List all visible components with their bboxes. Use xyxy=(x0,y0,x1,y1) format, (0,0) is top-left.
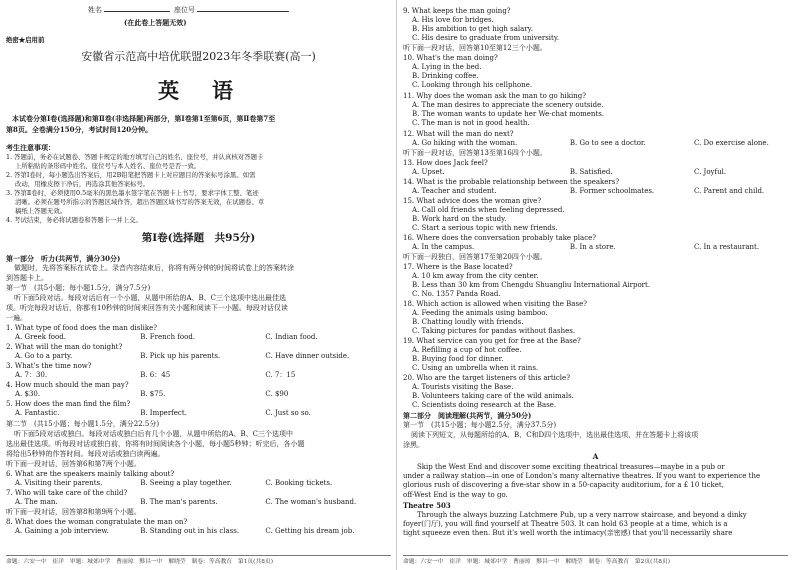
note-line: 4. 考试结束，务必将试题卷和答题卡一并上交。 xyxy=(6,216,142,224)
intro-line-1: 本试卷分第Ⅰ卷(选择题)和第Ⅱ卷(非选择题)两部分，第Ⅰ卷第1至第6页，第Ⅱ卷第7至 xyxy=(12,114,276,123)
option-b: B. Satisfied. xyxy=(569,168,613,176)
question-16 xyxy=(403,234,788,252)
option-a: A. 7：30. xyxy=(15,371,48,379)
question-7 xyxy=(6,489,391,507)
option-b: B. In a store. xyxy=(569,243,616,251)
note-line: 2. 答第Ⅰ卷时，每小题选出答案后，用2B铅笔把答题卡上对应题目的答案标号涂黑。如需 xyxy=(6,171,256,179)
part-2-section-title: 第一节 (共15小题；每小题2.5分，满分37.5分) xyxy=(403,421,557,429)
option-c: C. Parent and child. xyxy=(693,187,765,195)
listen-instruction: 听下面一段对话，回答第10至第12三个小题。 xyxy=(403,44,547,52)
option-a: A. Gaining a job interview. xyxy=(15,527,109,535)
option-b: B. $75. xyxy=(140,390,166,398)
option-a: A. $30. xyxy=(15,390,41,398)
option-b: B. Chatting loudly with friends. xyxy=(412,318,524,326)
question-stem: 3. What's the time now? xyxy=(6,362,92,370)
page-footer: 命题：六安一中 崔洋 审题：城郊中学 曹丽琼 黟昌一中 解晓莹 制卷：等高教育 第1页(共8页) xyxy=(6,559,273,565)
option-c: C. Using an umbrella when it rains. xyxy=(412,364,539,372)
option-a: A. Upset. xyxy=(412,168,445,176)
exam-title: 安徽省示范高中培优联盟2023年冬季联赛(高一) xyxy=(81,50,316,63)
secret-mark: 绝密★启用前 xyxy=(6,36,45,44)
passage-line: under a railway station—in one of London's many alternative theatres. If you want to experience the xyxy=(403,472,761,481)
note-line: 3. 答第Ⅱ卷时，必须使用0.5毫米的黑色墨水签字笔在答题卡上书写，要求字体工整、笔迹 xyxy=(6,189,259,197)
option-b: B. Standing out in his class. xyxy=(140,527,240,535)
option-c: C. Booking tickets. xyxy=(265,479,333,487)
listen-instruction: 听下面一段对话，回答第8和第9两个小题。 xyxy=(6,508,141,516)
name-label: 姓名 座位号 xyxy=(88,6,289,15)
option-b: B. 6：45 xyxy=(140,371,171,379)
passage-letter: A xyxy=(592,452,599,461)
passage-paragraph xyxy=(403,463,788,500)
question-stem: 5. How does the man find the film? xyxy=(6,400,131,408)
question-stem: 12. What will the man do next? xyxy=(403,130,514,138)
option-b: B. The woman wants to update her We-chat moments. xyxy=(412,110,605,118)
notes-title: 考生注意事项： xyxy=(6,143,55,152)
question-1 xyxy=(6,324,391,342)
note-line: 上所粘贴的条形码中姓名、座位号与本人姓名、座位号是否一致。 xyxy=(15,162,201,170)
question-9 xyxy=(403,7,788,43)
question-12 xyxy=(403,130,788,148)
question-8 xyxy=(6,518,391,536)
question-3 xyxy=(6,362,391,380)
theatre-heading: Theatre 503 xyxy=(403,501,451,510)
no-answer-notice: (在此卷上答题无效) xyxy=(124,18,187,27)
section-1-1-intro: 项。听完每段对话后，你都有10秒钟的时间来回答有关小题和阅读下一小题。每段对话仅读 xyxy=(6,304,288,312)
note-line: 稿纸上答题无效。 xyxy=(15,207,67,215)
page-footer: 命题：六安一中 崔洋 审题：城郊中学 曹丽琼 黟昌一中 解晓莹 制卷：等高教育 第2页(共8页) xyxy=(403,559,670,565)
question-stem: 7. Who will take care of the child? xyxy=(6,489,128,497)
question-14 xyxy=(403,178,788,196)
question-17 xyxy=(403,263,788,299)
theatre-paragraph xyxy=(403,511,788,539)
question-stem: 16. Where does the conversation probably take place? xyxy=(403,234,597,242)
part-1-intro: 做题时，先将答案标在试卷上。录音内容结束后，你将有两分钟的时间将试卷上的答案转涂 xyxy=(14,264,294,272)
passage-line: tight squeeze even then. But it's well worth the intimacy(亲密感) that you'll necessarily share xyxy=(403,529,733,538)
question-stem: 18. Which action is allowed when visiting the Base? xyxy=(403,300,587,308)
question-stem: 9. What keeps the man going? xyxy=(403,7,511,15)
option-a: A. His love for bridges. xyxy=(412,16,494,24)
option-b: B. Less than 30 km from Chengdu Shuangliu International Airport. xyxy=(412,281,651,289)
option-b: B. Imperfect. xyxy=(140,409,187,417)
option-a: A. 10 km away from the city center. xyxy=(412,272,539,280)
question-stem: 19. What service can you get for free at the Base? xyxy=(403,337,581,345)
option-a: A. Refilling a cup of hot coffee. xyxy=(412,346,522,354)
option-a: A. Call old friends when feeling depressed. xyxy=(412,206,565,214)
footer-rule xyxy=(6,555,391,556)
option-c: C. Start a serious topic with new friends. xyxy=(412,224,558,232)
option-c: C. The man is not in good health. xyxy=(412,119,530,127)
note-line: 清晰。必须在题号所指示的答题区域作答，超出答题区域书写的答案无效，在试题卷、草 xyxy=(15,198,265,206)
option-c: C. Taking pictures for pandas without flashes. xyxy=(412,327,576,335)
option-c: C. Looking through his cellphone. xyxy=(412,81,533,89)
note-line: 改动，用橡皮擦干净后，再选涂其他答案标号。 xyxy=(15,180,150,188)
question-10 xyxy=(403,54,788,90)
section-1-1-intro: 一遍。 xyxy=(6,314,27,322)
option-c: C. Getting his dream job. xyxy=(265,527,355,535)
option-c: C. Just so so. xyxy=(265,409,311,417)
option-a: A. Tourists visiting the Base. xyxy=(412,383,514,391)
option-b: B. Volunteers taking care of the wild animals. xyxy=(412,392,574,400)
question-6 xyxy=(6,470,391,488)
listen-instruction: 听下面一段对话，回答第13至第16四个小题。 xyxy=(403,149,547,157)
listen-instruction: 听下面一段独白，回答第17至第20四个小题。 xyxy=(403,253,547,261)
note-line: 1. 答题前，务必在试题卷、答题卡规定的地方填写自己的姓名、座位号，并认真核对答题卡 xyxy=(6,153,264,161)
option-c: C. 7：15 xyxy=(265,371,296,379)
passage-line: foyer(门厅), you will find yourself at Theatre 503. It can hold 63 people at a time, which is a xyxy=(403,520,728,529)
option-a: A. In the campus. xyxy=(412,243,475,251)
question-stem: 8. What does the woman congratulate the man on? xyxy=(6,518,188,526)
option-c: C. The woman's husband. xyxy=(265,498,357,506)
option-c: C. Joyful. xyxy=(693,168,727,176)
option-a: A. The man. xyxy=(15,498,58,506)
section-1-title: 第Ⅰ卷(选择题 共95分) xyxy=(141,232,256,244)
subject-title: 英 语 xyxy=(158,78,239,103)
passage-line: Through the always buzzing Latchmere Pub, up a very narrow staircase, and beyond a dinky xyxy=(417,511,747,519)
question-stem: 11. Why does the woman ask the man to go hiking? xyxy=(403,92,586,100)
option-c: C. Do exercise alone. xyxy=(693,139,769,147)
option-a: A. Visiting their parents. xyxy=(15,479,103,487)
question-stem: 17. Where is the Base located? xyxy=(403,263,513,271)
question-stem: 10. What's the man doing? xyxy=(403,54,498,62)
question-stem: 6. What are the speakers mainly talking about? xyxy=(6,470,175,478)
listen-instruction: 听下面一段对话，回答第6和第7两个小题。 xyxy=(6,460,141,468)
section-1-2-intro: 选出最佳选项。听每段对话或独白前，你将有时间阅读各个小题，每小题5秒钟；听完后，各小题 xyxy=(6,440,305,448)
question-19 xyxy=(403,337,788,373)
option-b: B. Seeing a play together. xyxy=(140,479,232,487)
option-c: C. Scientists doing research at the Base. xyxy=(412,401,557,409)
option-a: A. Teacher and student. xyxy=(412,187,497,195)
option-b: B. Drinking coffee. xyxy=(412,72,479,80)
part-2-title: 第二部分 阅读理解(共两节，满分50分) xyxy=(403,411,532,420)
section-1-1-title: 第一节 (共5小题；每小题1.5分，满分7.5分) xyxy=(6,284,151,292)
option-c: C. Indian food. xyxy=(265,333,318,341)
part-2-intro: 涂黑。 xyxy=(403,441,424,449)
option-b: B. The man's parents. xyxy=(140,498,218,506)
option-c: C. $90 xyxy=(265,390,289,398)
question-13 xyxy=(403,159,788,177)
option-a: A. Lying in the bed. xyxy=(412,63,482,71)
option-a: A. Go to a party. xyxy=(15,352,73,360)
question-stem: 20. Who are the target listeners of this article? xyxy=(403,374,570,382)
option-b: B. Former schoolmates. xyxy=(569,187,655,195)
question-20 xyxy=(403,374,788,410)
part-1-intro: 到答题卡上。 xyxy=(6,274,48,282)
question-stem: 14. What is the probable relationship between the speakers? xyxy=(403,178,620,186)
option-b: B. Go to see a doctor. xyxy=(569,139,646,147)
passage-line: Skip the West End and discover some exciting theatrical treasures—maybe in a pub or xyxy=(417,463,725,471)
option-a: A. Go hiking with the woman. xyxy=(412,139,518,147)
question-18 xyxy=(403,300,788,336)
section-1-2-intro: 听下面5段对话或独白。每段对话或独白后有几个小题，从题中所给的A、B、C三个选项中 xyxy=(14,430,294,438)
option-c: C. In a restaurant. xyxy=(693,243,760,251)
option-b: B. French food. xyxy=(140,333,196,341)
option-a: A. Feeding the animals using bamboo. xyxy=(412,309,548,317)
passage-line: glorious rush of discovering a five-star show in a 50-capacity auditorium, for a £ 10 ticket, xyxy=(403,481,724,490)
intro-line-2: 第8页。全卷满分150分，考试时间120分钟。 xyxy=(6,125,153,134)
question-stem: 1. What type of food does the man dislike? xyxy=(6,324,158,332)
question-5 xyxy=(6,400,391,418)
part-1-title: 第一部分 听力(共两节，满分30分) xyxy=(6,254,121,263)
option-c: C. Have dinner outside. xyxy=(265,352,350,360)
option-b: B. Work hard on the study. xyxy=(412,215,507,223)
question-stem: 4. How much should the man pay? xyxy=(6,381,129,389)
option-a: A. The man desires to appreciate the scenery outside. xyxy=(412,101,604,109)
question-stem: 15. What advice does the woman give? xyxy=(403,197,542,205)
question-4 xyxy=(6,381,391,399)
section-1-1-intro: 听下面5段对话。每段对话后有一个小题，从题中所给的A、B、C三个选项中选出最佳选 xyxy=(14,294,287,302)
question-11 xyxy=(403,92,788,128)
passage-line: off-West End is the way to go. xyxy=(403,490,508,499)
question-stem: 2. What will the man do tonight? xyxy=(6,343,123,351)
question-2 xyxy=(6,343,391,361)
section-1-2-title: 第二节 (共15小题；每小题1.5分，满分22.5分) xyxy=(6,420,160,428)
question-15 xyxy=(403,197,788,233)
question-stem: 13. How does Jack feel? xyxy=(403,159,488,167)
footer-rule xyxy=(403,555,788,556)
option-c: C. No. 1357 Panda Road. xyxy=(412,290,501,298)
option-c: C. His desire to graduate from university. xyxy=(412,34,560,42)
option-a: A. Greek food. xyxy=(15,333,66,341)
section-1-2-intro: 将给出5秒钟的作答时间。每段对话或独白读两遍。 xyxy=(6,450,165,458)
page-2 xyxy=(397,0,794,570)
option-b: B. Pick up his parents. xyxy=(140,352,221,360)
option-b: B. Buying food for dinner. xyxy=(412,355,504,363)
option-b: B. His ambition to get high salary. xyxy=(412,25,533,33)
option-a: A. Fantastic. xyxy=(15,409,60,417)
part-2-intro: 阅读下列短文，从每题所给的A、B、C和D四个选项中，选出最佳选项，并在答题卡上将该项 xyxy=(411,431,699,439)
